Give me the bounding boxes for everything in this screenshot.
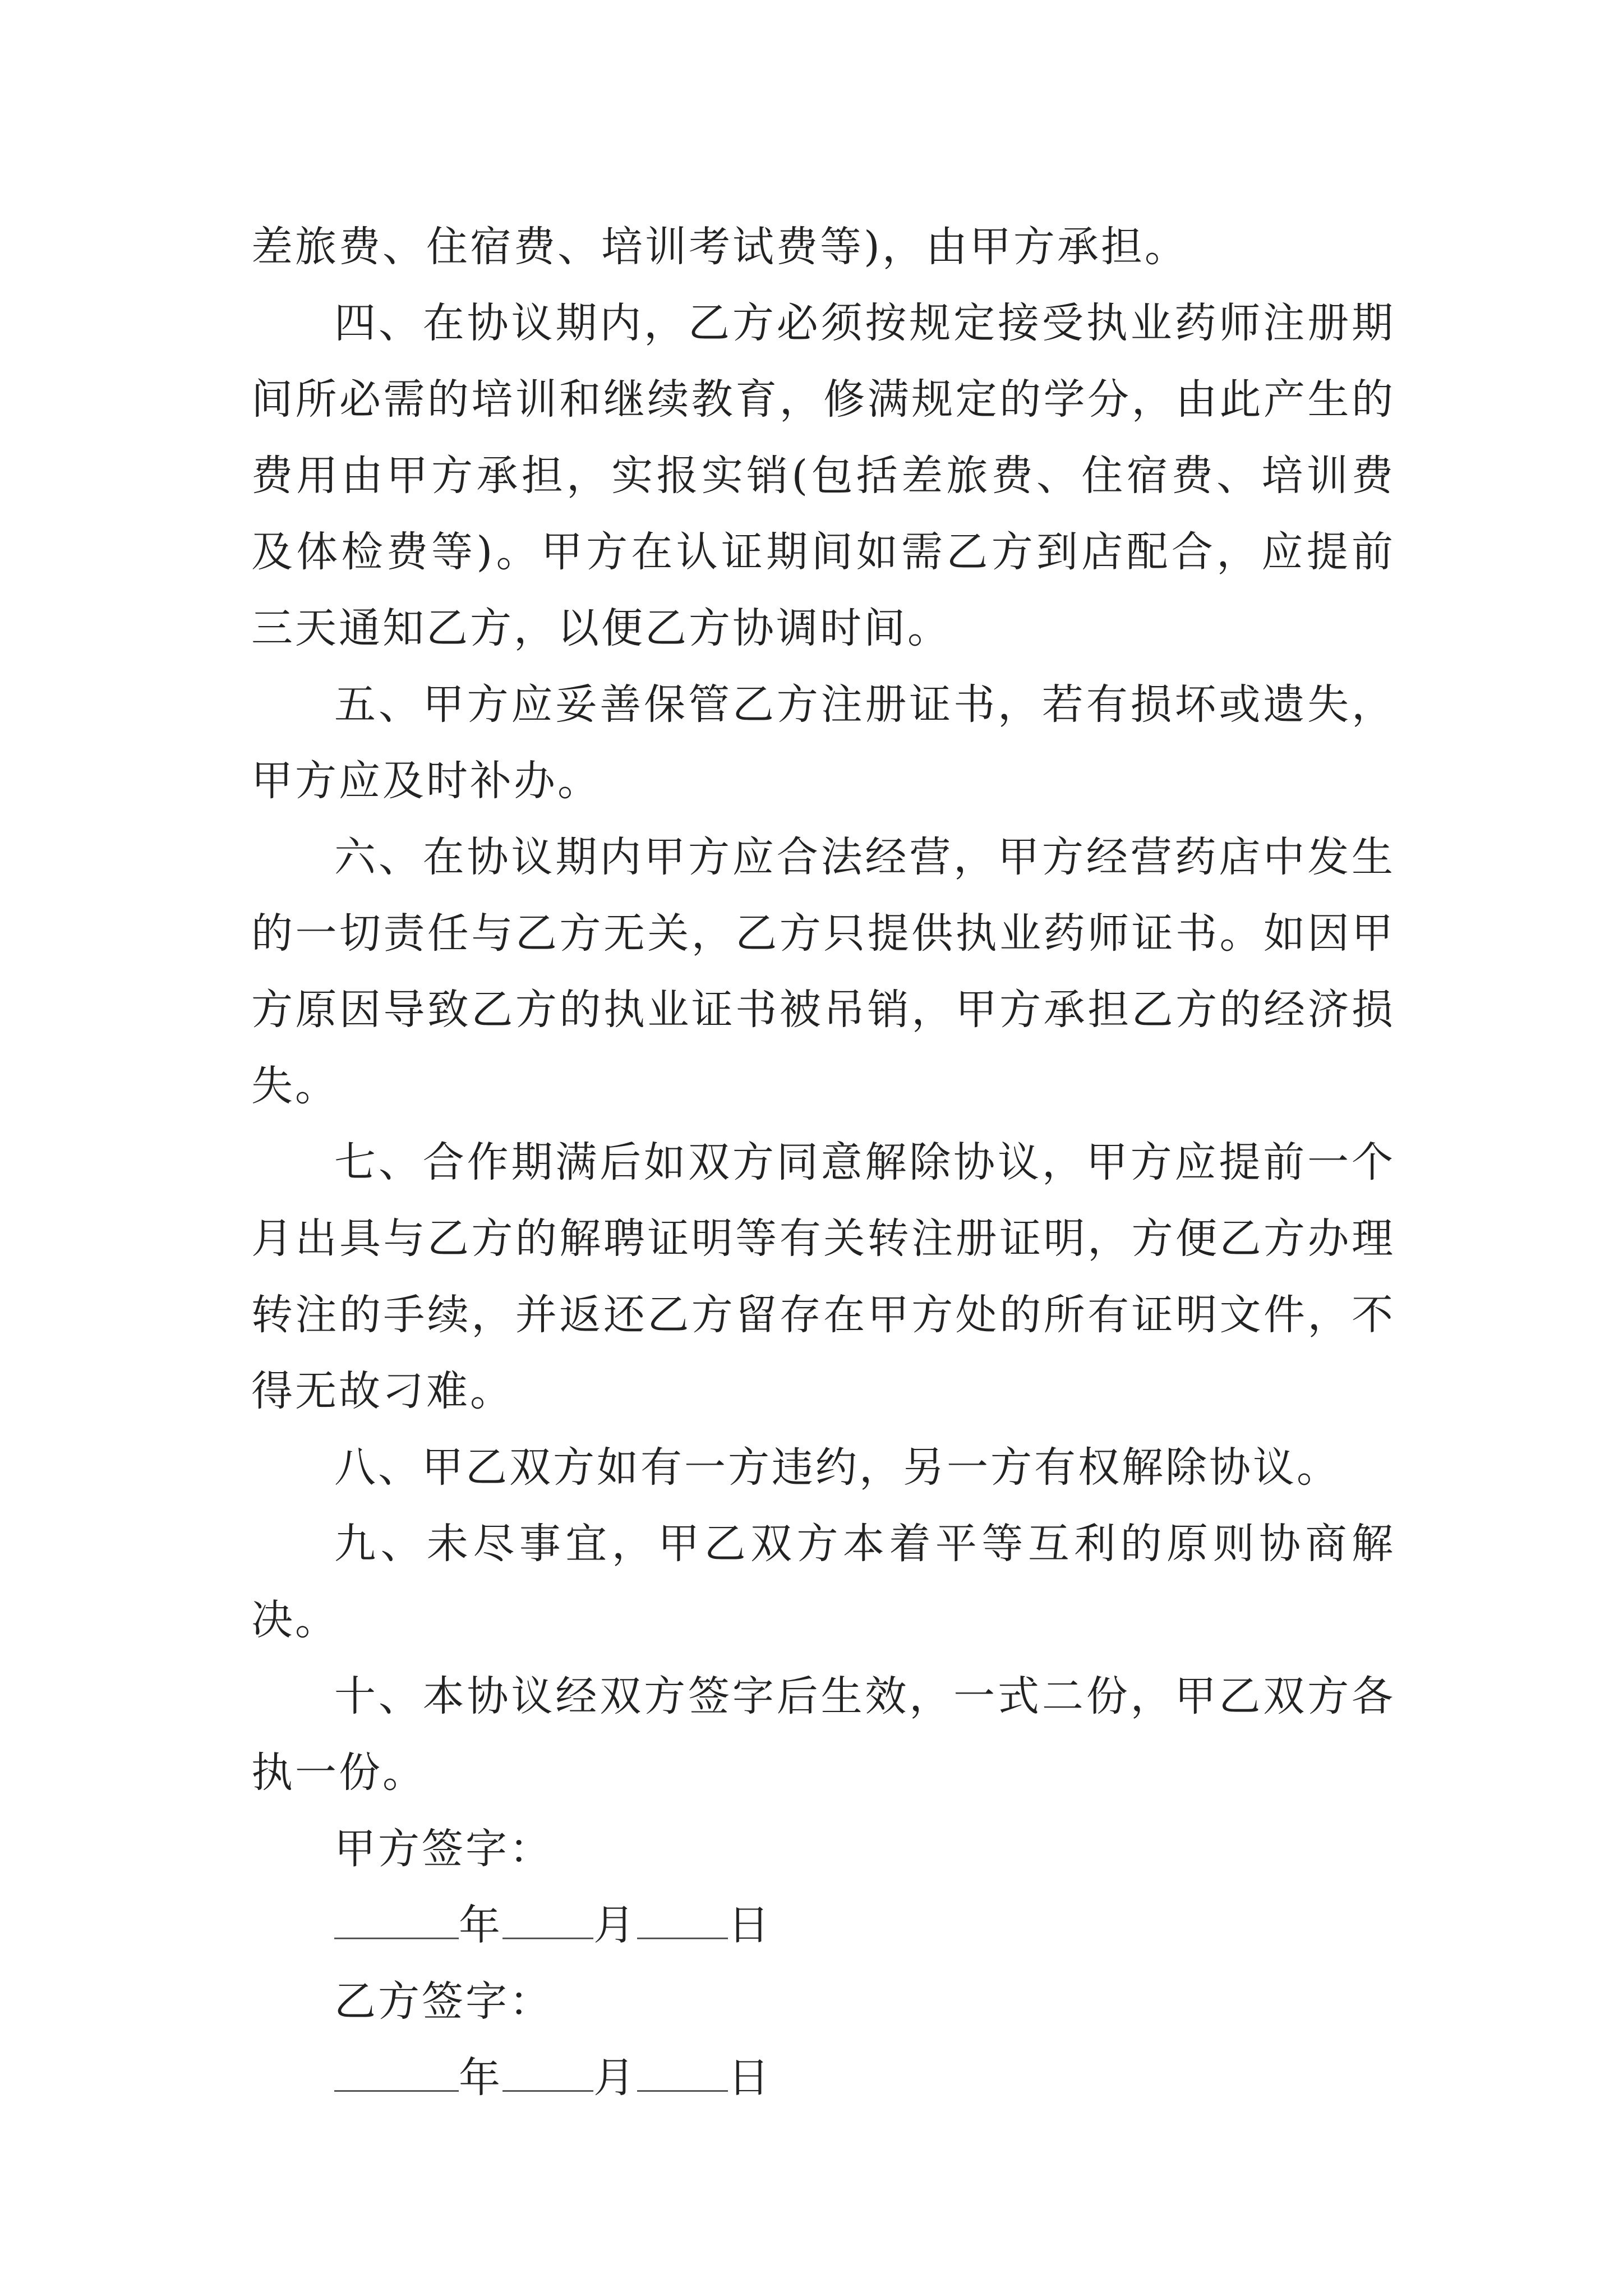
- day-blank: [637, 2051, 728, 2092]
- day-label: 日: [728, 1901, 772, 1949]
- party-a-signature-label: 甲方签字：: [334, 1825, 553, 1873]
- clause-9: 九、未尽事宜，甲乙双方本着平等互利的原则协商解决。: [251, 1520, 1395, 1644]
- clause-7: 七、合作期满后如双方同意解除协议，甲方应提前一个月出具与乙方的解聘证明等有关转注册证明，方便乙方办理转注的手续，并返还乙方留存在甲方处的所有证明文件，不得无故刁难。: [251, 1138, 1395, 1415]
- clause-6: 六、在协议期内甲方应合法经营，甲方经营药店中发生的一切责任与乙方无关，乙方只提供执业药师证书。如因甲方原因导致乙方的执业证书被吊销，甲方承担乙方的经济损失。: [251, 833, 1395, 1110]
- year-label: 年: [459, 2054, 502, 2102]
- year-blank: [334, 2051, 459, 2092]
- clause-10: 十、本协议经双方签字后生效，一式二份，甲乙双方各执一份。: [251, 1672, 1395, 1797]
- paragraph-continuation: 差旅费、住宿费、培训考试费等)，由甲方承担。: [251, 223, 1188, 271]
- day-label: 日: [728, 2054, 772, 2102]
- party-b-date-line: [251, 2040, 1395, 2116]
- year-blank: [334, 1898, 459, 1939]
- year-label: 年: [459, 1901, 502, 1949]
- month-label: 月: [593, 2054, 637, 2102]
- month-blank: [502, 2051, 593, 2092]
- month-blank: [502, 1898, 593, 1939]
- party-b-signature-label: 乙方签字：: [334, 1977, 553, 2026]
- document-body: [251, 209, 1395, 2116]
- clause-4: 四、在协议期内，乙方必须按规定接受执业药师注册期间所必需的培训和继续教育，修满规定的学分，由此产生的费用由甲方承担，实报实销(包括差旅费、住宿费、培训费及体检费等)。甲方在认证期间如需乙方到店配合，应提前三天通知乙方，以便乙方协调时间。: [251, 299, 1395, 652]
- party-a-date-line: [251, 1887, 1395, 1963]
- clause-5: 五、甲方应妥善保管乙方注册证书，若有损坏或遗失，甲方应及时补办。: [251, 680, 1395, 805]
- day-blank: [637, 1898, 728, 1939]
- clause-8: 八、甲乙双方如有一方违约，另一方有权解除协议。: [334, 1443, 1340, 1492]
- month-label: 月: [593, 1901, 637, 1949]
